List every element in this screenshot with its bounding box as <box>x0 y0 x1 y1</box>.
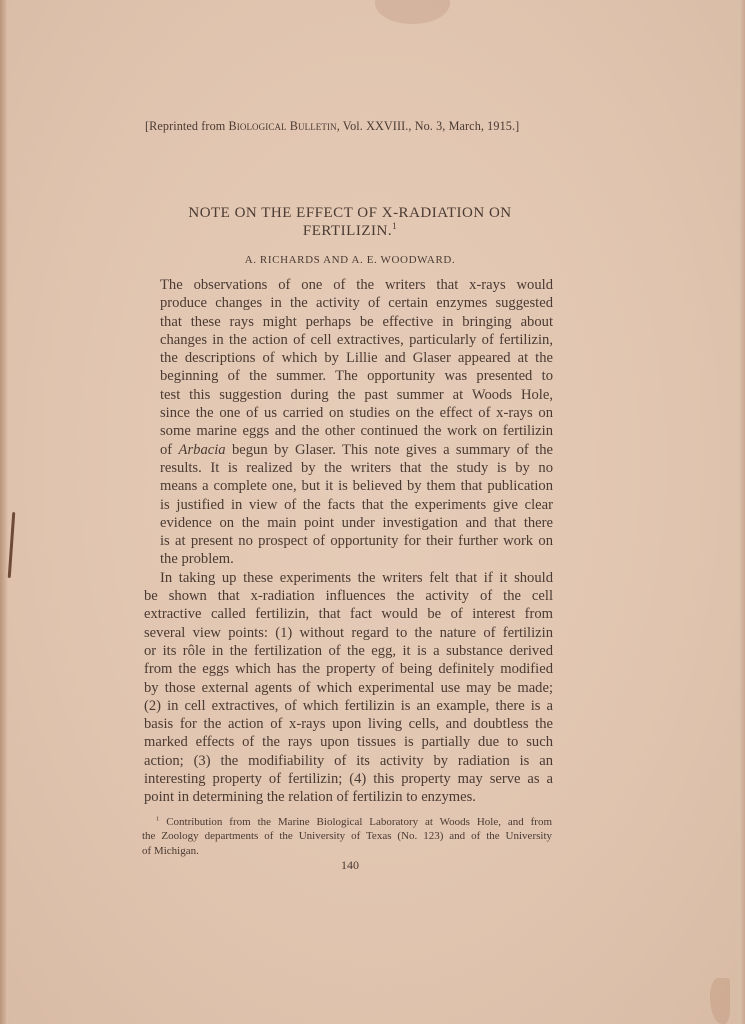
text-line: extractive called fertilizin, that fact would be of interest from <box>144 606 553 623</box>
text-line: by those external agents of which experimental use may be made; <box>144 679 553 696</box>
text-line: In taking up these experiments the writers felt that if it should <box>160 569 553 586</box>
text-fragment: begun by Glaser. This note gives a summary of the <box>225 441 553 458</box>
text-line: the problem. <box>160 551 234 568</box>
article-authors: A. RICHARDS AND A. E. WOODWARD. <box>244 254 456 266</box>
paragraph-1 <box>144 276 553 569</box>
staple-mark <box>8 512 16 578</box>
text-line: means a complete one, but it is believed by them that publication <box>160 478 553 495</box>
reprint-notice <box>145 119 565 134</box>
text-line: basis for the action of x-rays upon living cells, and doubtless the <box>144 716 553 733</box>
title-footnote-mark: 1 <box>392 221 398 231</box>
footnote-line: of Michigan. <box>142 844 199 857</box>
article-body <box>144 276 553 807</box>
text-line: several view points: (1) without regard to the nature of fertilizin <box>144 624 553 641</box>
text-line: since the one of us carried on studies on the effect of x-rays on <box>160 405 553 422</box>
text-line: is justified in view of the facts that the experiments give clear <box>160 496 553 513</box>
text-line: marked effects of the rays upon tissues is partially due to such <box>144 734 553 751</box>
title-line-2: FERTILIZIN. <box>302 223 393 239</box>
paragraph-2 <box>144 569 553 807</box>
text-line: produce changes in the activity of certain enzymes suggested <box>160 295 553 312</box>
species-name: Arbacia <box>178 441 226 458</box>
footnote-line <box>142 815 552 829</box>
page-number: 140 <box>341 858 359 872</box>
text-line: some marine eggs and the other continued the work on fertilizin <box>160 423 553 440</box>
text-line: The observations of one of the writers that x-rays would <box>160 277 553 293</box>
corner-tear <box>710 978 730 1024</box>
paper-stain <box>375 0 450 24</box>
text-line <box>144 441 553 459</box>
text-line: or its rôle in the fertilization of the egg, it is a substance derived <box>144 642 553 659</box>
footnote-mark: 1 <box>156 815 160 823</box>
text-line: point in determining the relation of fertilizin to enzymes. <box>144 789 476 806</box>
text-line: results. It is realized by the writers that the study is by no <box>160 459 553 476</box>
article-title <box>150 204 550 240</box>
reprint-prefix: [Reprinted from <box>145 119 229 133</box>
page-left-edge <box>0 0 8 1024</box>
text-line: that these rays might perhaps be effective in bringing about <box>160 313 553 330</box>
text-line: beginning of the summer. The opportunity was presented to <box>160 368 553 385</box>
text-line: changes in the action of cell extractives, particularly of fertilizin, <box>160 331 553 348</box>
footnote <box>142 815 552 858</box>
text-line: (2) in cell extractives, of which fertilizin is an example, there is a <box>144 697 553 714</box>
text-line: from the eggs which has the property of being definitely modified <box>144 661 553 678</box>
text-line: interesting property of fertilizin; (4) this property may serve as a <box>144 771 553 788</box>
text-line: the descriptions of which by Lillie and Glaser appeared at the <box>160 350 553 367</box>
text-fragment: of <box>160 441 179 458</box>
reprint-suffix: , Vol. XXVIII., No. 3, March, 1915.] <box>336 119 520 133</box>
text-line: is at present no prospect of opportunity for their further work on <box>160 533 553 550</box>
text-line: test this suggestion during the past summer at Woods Hole, <box>160 386 553 403</box>
title-line-1: NOTE ON THE EFFECT OF X-RADIATION ON <box>188 205 512 221</box>
text-line: action; (3) the modifiability of its activity by radiation is an <box>144 752 553 769</box>
footnote-text: Contribution from the Marine Biological Laboratory at Woods Hole, and from <box>166 816 553 828</box>
text-line: be shown that x-radiation influences the activity of the cell <box>144 588 553 605</box>
page-right-edge <box>739 0 745 1024</box>
footnote-line: the Zoology departments of the University of Texas (No. 123) and of the University <box>142 830 552 843</box>
journal-name: Biological Bulletin <box>228 119 337 133</box>
text-line: evidence on the main point under investigation and that there <box>160 514 553 531</box>
